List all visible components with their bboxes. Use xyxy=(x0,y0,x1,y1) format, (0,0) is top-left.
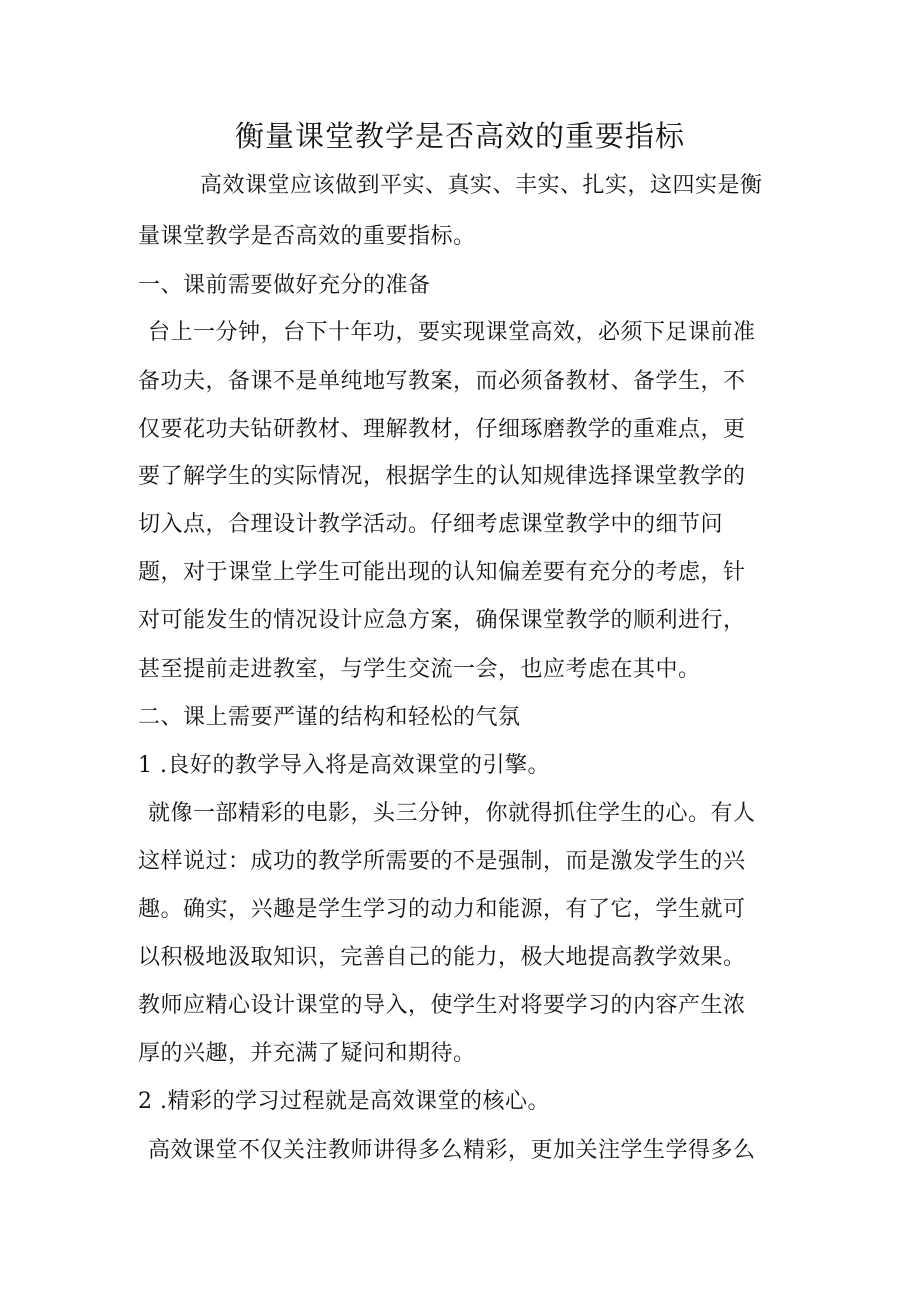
section-heading: 一、课前需要做好充分的准备 xyxy=(138,273,431,298)
paragraph-line: 以积极地汲取知识，完善自己的能力，极大地提高教学效果。 xyxy=(138,945,746,970)
subsection-heading: 2 .精彩的学习过程就是高效课堂的核心。 xyxy=(138,1089,550,1114)
paragraph-line: 这样说过：成功的教学所需要的不是强制，而是激发学生的兴 xyxy=(138,849,746,874)
paragraph-line: 甚至提前走进教室，与学生交流一会，也应考虑在其中。 xyxy=(138,657,701,682)
document-title: 衡量课堂教学是否高效的重要指标 xyxy=(234,119,685,153)
paragraph-line: 厚的兴趣，并充满了疑问和期待。 xyxy=(138,1041,476,1066)
paragraph-line: 趣。确实，兴趣是学生学习的动力和能源，有了它，学生就可 xyxy=(138,897,746,922)
paragraph-line: 高效课堂应该做到平实、真实、丰实、扎实，这四实是衡 xyxy=(200,173,763,198)
paragraph-line: 切入点，合理设计教学活动。仔细考虑课堂教学中的细节问 xyxy=(138,512,724,537)
paragraph-line: 量课堂教学是否高效的重要指标。 xyxy=(138,224,476,249)
paragraph-line: 备功夫，备课不是单纯地写教案，而必须备教材、备学生，不 xyxy=(138,369,746,394)
paragraph-line: 题，对于课堂上学生可能出现的认知偏差要有充分的考虑，针 xyxy=(138,560,746,585)
paragraph-line: 高效课堂不仅关注教师讲得多么精彩，更加关注学生学得多么 xyxy=(148,1138,756,1163)
section-heading: 二、课上需要严谨的结构和轻松的气氛 xyxy=(138,705,521,730)
paragraph-line: 仅要花功夫钻研教材、理解教材，仔细琢磨教学的重难点，更 xyxy=(138,417,746,442)
paragraph-line: 教师应精心设计课堂的导入，使学生对将要学习的内容产生浓 xyxy=(138,993,746,1018)
paragraph-line: 就像一部精彩的电影，头三分钟，你就得抓住学生的心。有人 xyxy=(148,801,756,826)
paragraph-line: 台上一分钟，台下十年功，要实现课堂高效，必须下足课前准 xyxy=(148,320,756,345)
paragraph-line: 要了解学生的实际情况，根据学生的认知规律选择课堂教学的 xyxy=(138,464,746,489)
paragraph-line: 对可能发生的情况设计应急方案，确保课堂教学的顺利进行， xyxy=(138,608,746,633)
subsection-heading: 1 .良好的教学导入将是高效课堂的引擎。 xyxy=(138,753,550,778)
